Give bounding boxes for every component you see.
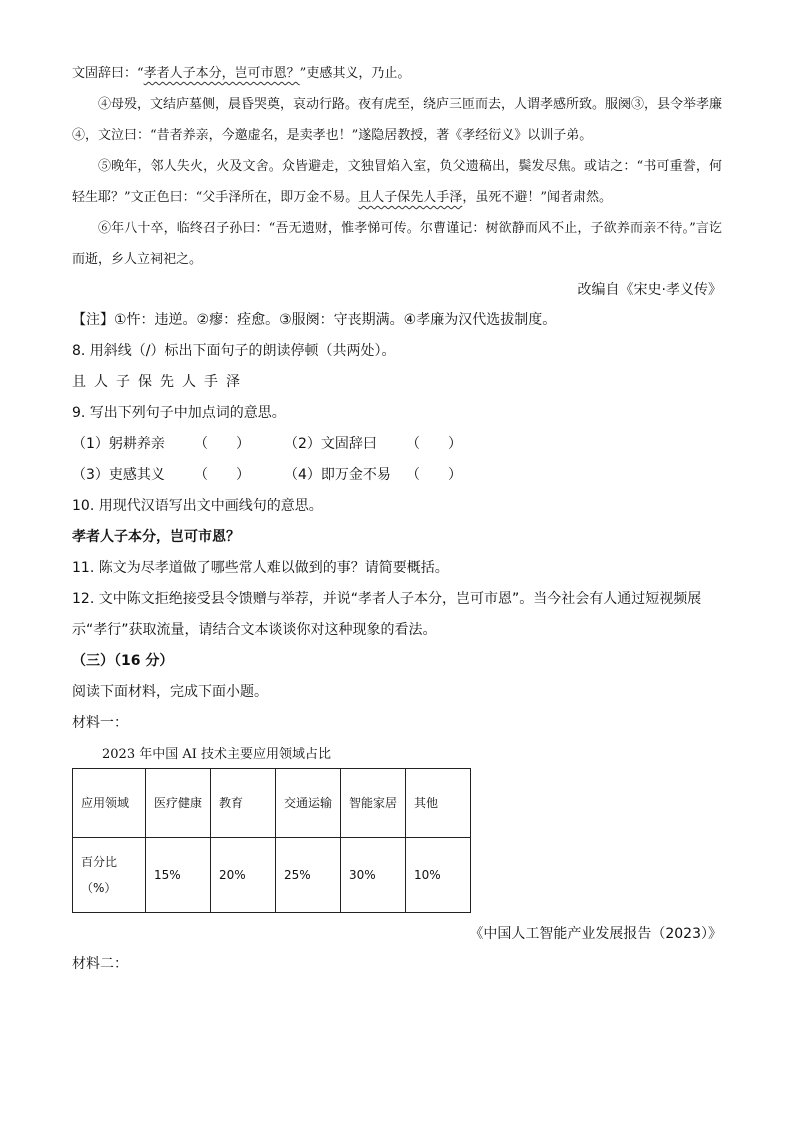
material-1-label: 材料一： [72, 715, 128, 731]
paragraph-4: ④母殁，文结庐墓侧，晨昏哭奠，哀动行路。夜有虎至，绕庐三匝而去，人谓孝感所致。服阕③，县令举孝廉④，文泣曰：“昔者养亲，今邀虚名，是卖孝也！”遂隐居教授，著《孝经衍义》以训子弟。 [72, 97, 723, 143]
table-header-cell: 智能家居 [341, 769, 406, 838]
p3-text-a: ⑤晚年，邻人失火，火及文舍。众皆避走，文独冒焰入室，负父遗稿出，鬓发尽焦。或诘之：“书可重誊，何轻生耶？”文正色曰：“父手泽所在，即万金不易。 [72, 159, 722, 205]
q9-blank-2[interactable]: （ ） [406, 436, 462, 452]
table-row-label: 百分比（%） [73, 838, 146, 913]
q9-blank-3[interactable]: （ ） [194, 467, 250, 483]
section-3-heading: （三）（16 分） [72, 653, 174, 669]
question-9-row-1 [72, 429, 722, 460]
text-source: 改编自《宋史·孝义传》 [577, 282, 722, 298]
p1-text-b: ”吏感其义，乃止。 [299, 66, 411, 81]
table-cell: 15% [146, 838, 211, 913]
table-header-cell: 交通运输 [276, 769, 341, 838]
table-header-cell: 应用领域 [73, 769, 146, 838]
q9-item-3: （3）吏感其义 [72, 467, 165, 483]
paragraph-3-end [72, 58, 722, 89]
p3-text-b: ，虽死不避！”闻者肃然。 [462, 190, 612, 205]
table-cell: 30% [341, 838, 406, 913]
table-cell: 10% [406, 838, 471, 913]
wavy-underlined-sentence: 且人子保先人手泽 [358, 190, 463, 205]
question-10-title: 10. 用现代汉语写出文中画线句的意思。 [72, 498, 323, 514]
q9-item-4: （4）即万金不易 [284, 467, 391, 483]
question-9-row-2 [72, 460, 722, 491]
question-11: 11. 陈文为尽孝道做了哪些常人难以做到的事？请简要概括。 [72, 560, 449, 576]
ai-application-table [72, 768, 471, 913]
p1-text-a: 文固辞曰：“ [72, 66, 144, 81]
table-caption: 2023 年中国 AI 技术主要应用领域占比 [102, 747, 332, 762]
question-12: 12. 文中陈文拒绝接受县令馈赠与举荐，并说“孝者人子本分，岂可市恩”。当今社会有人通过短视频展示“孝行”获取流量，请结合文本谈谈你对这种现象的看法。 [72, 591, 702, 638]
table-header-cell: 其他 [406, 769, 471, 838]
reading-instruction: 阅读下面材料，完成下面小题。 [72, 684, 268, 700]
q9-item-1: （1）躬耕养亲 [72, 436, 165, 452]
paragraph-6: ⑥年八十卒，临终召子孙曰：“吾无遗财，惟孝悌可传。尔曹谨记：树欲静而风不止，子欲养而亲不待。”言讫而逝，乡人立祠祀之。 [72, 221, 722, 267]
question-9-title: 9. 写出下列句子中加点词的意思。 [72, 405, 286, 421]
question-8-title: 8. 用斜线（/）标出下面句子的朗读停顿（共两处）。 [72, 343, 396, 359]
q9-blank-4[interactable]: （ ） [406, 467, 462, 483]
q9-item-2: （2）文固辞曰 [284, 436, 377, 452]
table-source: 《中国人工智能产业发展报告（2023）》 [469, 926, 722, 942]
table-cell: 20% [211, 838, 276, 913]
table-header-row [73, 769, 471, 838]
question-10-sentence: 孝者人子本分，岂可市恩？ [72, 529, 240, 545]
underlined-quote: 孝者人子本分，岂可市恩？ [143, 66, 300, 81]
question-8-sentence: 且人子保先人手泽 [72, 374, 248, 390]
paragraph-5 [72, 151, 722, 213]
table-cell: 25% [276, 838, 341, 913]
material-2-label: 材料二： [72, 956, 128, 972]
q9-blank-1[interactable]: （ ） [194, 436, 250, 452]
exam-page [72, 58, 722, 980]
table-header-cell: 教育 [211, 769, 276, 838]
table-header-cell: 医疗健康 [146, 769, 211, 838]
table-value-row [73, 838, 471, 913]
annotation-note: 【注】①忤：违逆。②瘳：痊愈。③服阕：守丧期满。④孝廉为汉代选拔制度。 [72, 312, 557, 328]
